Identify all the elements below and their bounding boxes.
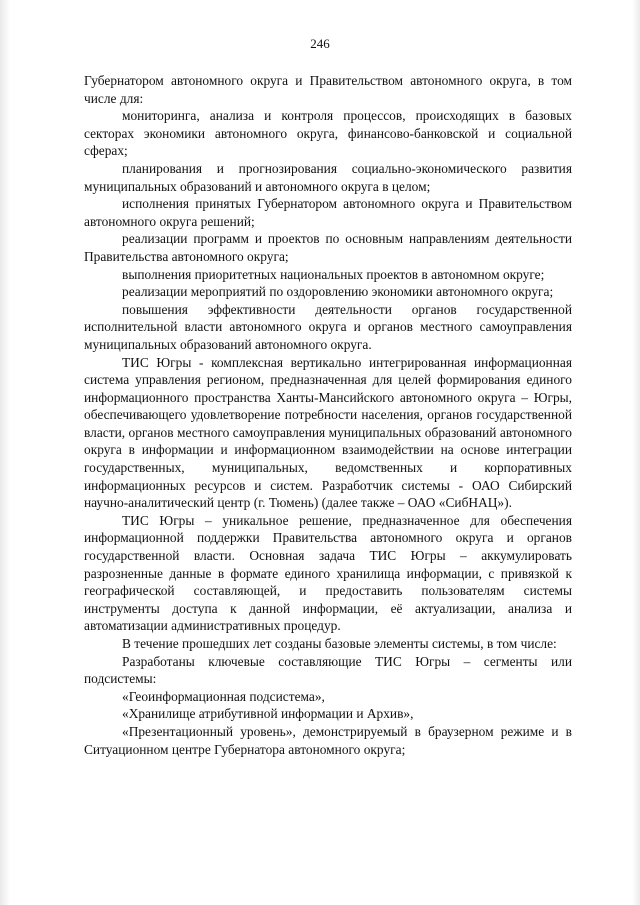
subsystem-storage: «Хранилище атрибутивной информации и Архив», [122,706,414,722]
scan-edge-left [0,0,10,905]
list-item-efficiency: повышения эффективности деятельности органов государственной исполнительной власти автономного округа и органов местного самоуправления муниципальных образований автономного округа. [84,301,572,352]
scan-edge-right [632,0,640,905]
paragraph-base-elements: В течение прошедших лет созданы базовые элементы системы, в том числе: [122,636,557,651]
list-item-execution: исполнения принятых Губернатором автономного округа и Правительством автономного округа решений; [84,196,572,229]
paragraph-subsystems: Разработаны ключевые составляющие ТИС Югры – сегменты или подсистемы: [84,653,572,687]
subsystem-geoinfo: «Геоинформационная подсистема», [122,688,325,704]
list-item-planning: планирования и прогнозирования социально-экономического развития муниципальных образований и автономного округа в целом; [84,160,572,194]
subsystem-presentation: «Презентационный уровень», демонстрируемый в браузерном режиме и в Ситуационном центре Губернатора автономного округа; [84,723,572,757]
document-body [84,72,572,758]
paragraph-intro: Губернатором автономного округа и Правительством автономного округа, в том числе для: [84,73,572,106]
paragraph-tis-unique: ТИС Югры – уникальное решение, предназначенное для обеспечения информационной поддержки Правительства автономного округа и органов государственной власти. Основная задача ТИС Югры – аккумулировать разрозненные данные в формате единого хранилища информации, с привязкой к географической составляющей, и предоставить пользователям системы инструменты доступа к данной информации, её актуализации, анализа и автоматизации административных процедур. [84,512,572,634]
list-item-economy-recovery: реализации мероприятий по оздоровлению экономики автономного округа; [122,284,554,300]
page-number: 246 [310,36,330,51]
list-item-national-projects: выполнения приоритетных национальных проектов в автономном округе; [122,266,545,282]
list-item-monitoring: мониторинга, анализа и контроля процессов, происходящих в базовых секторах экономики автономного округа, финансово-банковской и социальной сферах; [84,108,572,159]
list-item-programs: реализации программ и проектов по основным направлениям деятельности Правительства автономного округа; [84,231,572,264]
paragraph-tis-definition: ТИС Югры - комплексная вертикально интегрированная информационная система управления регионом, предназначенная для целей формирования единого информационного пространства Ханты-Мансийского автономного округа – Югры, обеспечивающего удовлетворение потребности населения, органов государственной власти, органов местного самоуправления муниципальных образований автономного округа в информации и информационном взаимодействии на основе интеграции государственных, муниципальных, ведомственных и корпоративных информационных ресурсов и систем. Разработчик системы - ОАО Сибирский научно-аналитический центр (г. Тюмень) (далее также – ОАО «СибНАЦ»). [84,354,572,511]
